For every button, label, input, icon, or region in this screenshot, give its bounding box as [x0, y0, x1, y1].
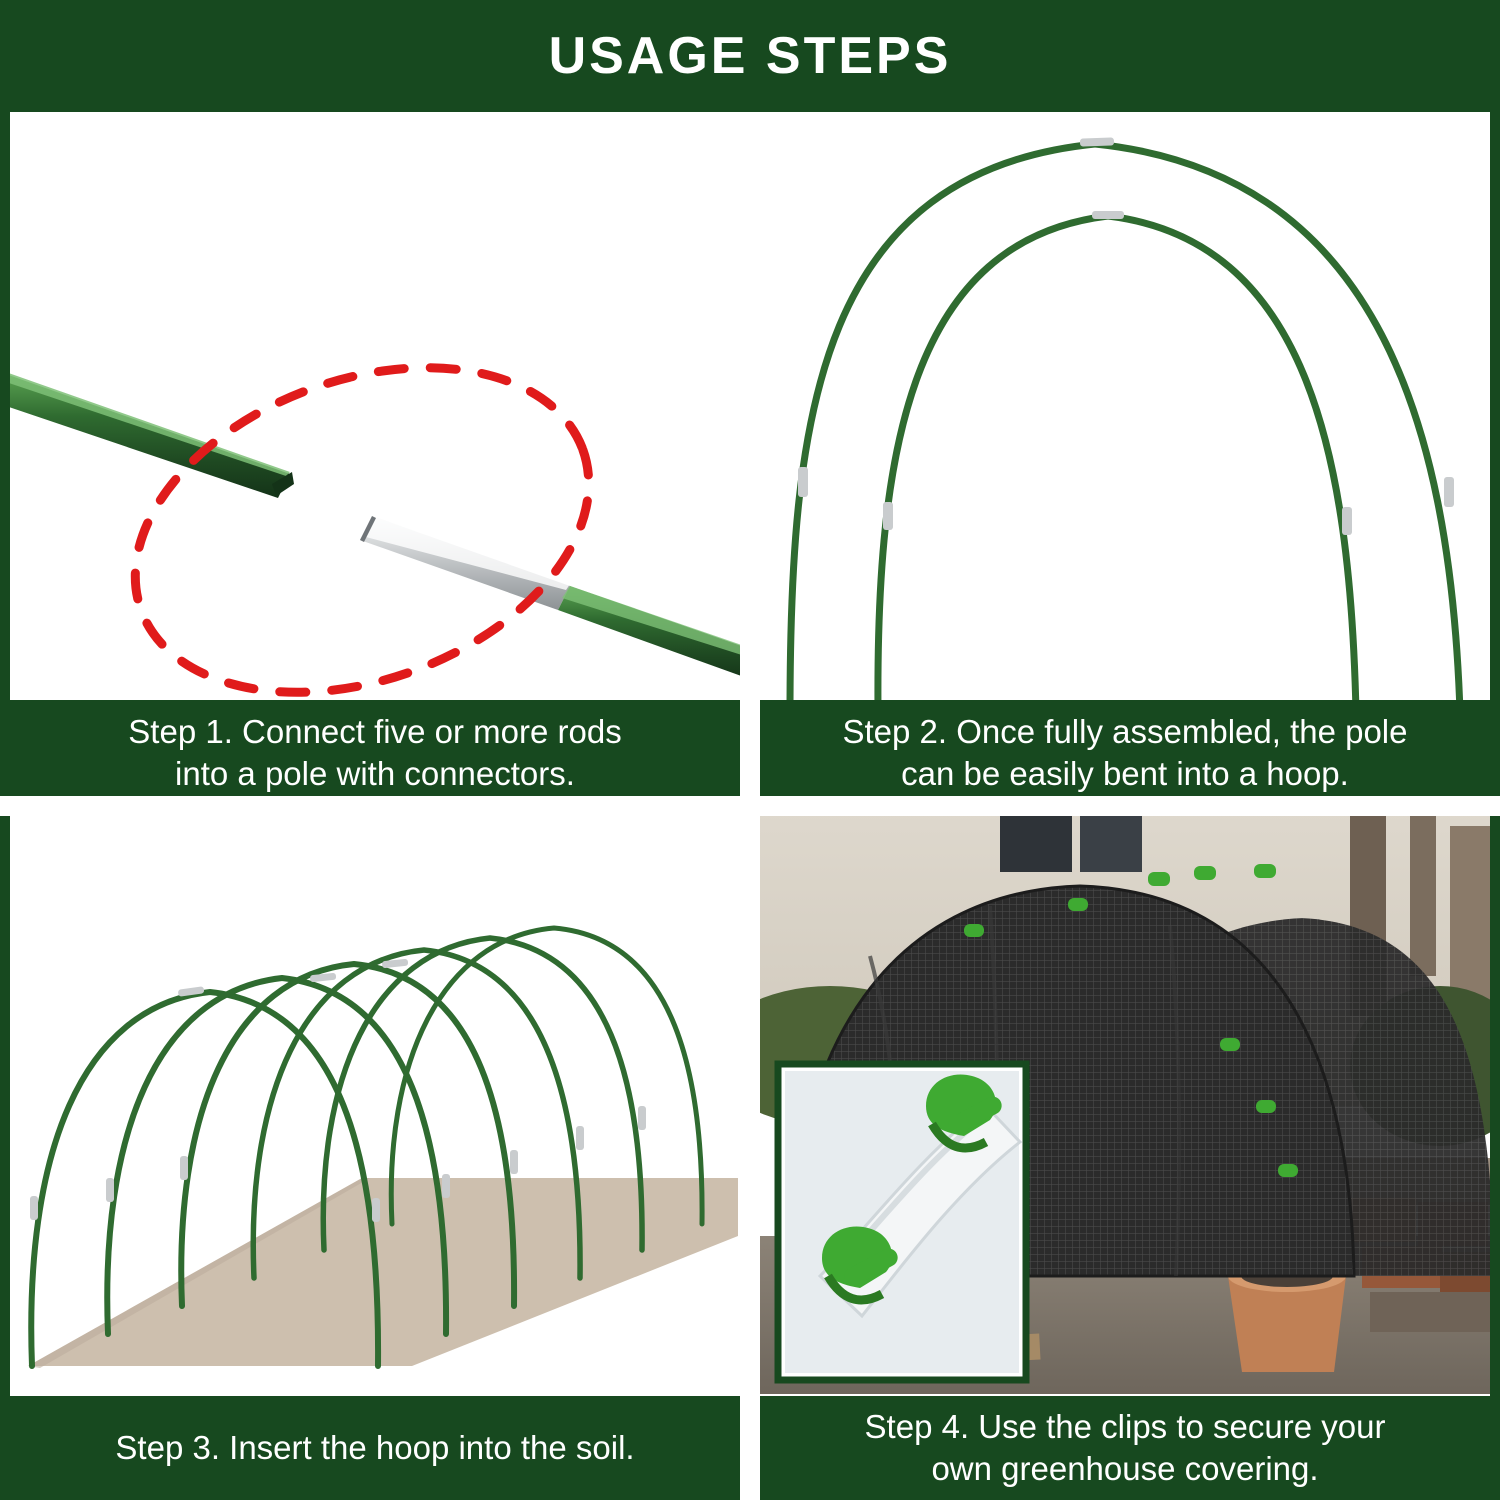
rod-connector-diagram	[10, 112, 750, 700]
step-4-illustration	[750, 806, 1490, 1394]
step-2-panel	[750, 112, 1500, 806]
bent-hoops-diagram	[750, 112, 1490, 700]
page-title: USAGE STEPS	[548, 27, 952, 85]
step-1-panel	[0, 112, 750, 806]
step-4-panel	[750, 806, 1500, 1500]
step-3-panel	[0, 806, 750, 1500]
step-2-illustration	[750, 112, 1490, 700]
hoop-tunnel-in-soil-diagram	[10, 806, 750, 1394]
hoop-inner	[878, 211, 1356, 700]
rod-right-with-connector	[360, 516, 750, 682]
rod-left	[10, 370, 294, 498]
highlight-dashed-ellipse	[90, 309, 634, 700]
step-2-caption	[750, 700, 1500, 806]
step-4-caption-line2: own greenhouse covering.	[931, 1450, 1319, 1487]
step-4-caption-line1: Step 4. Use the clips to secure your	[864, 1407, 1386, 1445]
step-3-caption-line1: Step 3. Insert the hoop into the soil.	[115, 1428, 635, 1466]
step-4-caption	[750, 1396, 1500, 1500]
clip-closeup-inset	[778, 1064, 1026, 1380]
header-bar	[0, 0, 1500, 112]
greenhouse-photo	[750, 806, 1490, 1394]
step-1-illustration	[10, 112, 750, 700]
step-2-caption-line2: can be easily bent into a hoop.	[901, 755, 1349, 792]
step-2-caption-line1: Step 2. Once fully assembled, the pole	[842, 712, 1408, 750]
step-3-illustration	[10, 806, 750, 1394]
step-1-caption-line1: Step 1. Connect five or more rods	[128, 712, 622, 750]
steps-grid	[0, 112, 1500, 1500]
soil-bed	[28, 1178, 738, 1368]
step-1-caption	[0, 700, 750, 806]
step-1-caption-line2: into a pole with connectors.	[175, 755, 575, 792]
step-3-caption	[0, 1396, 750, 1500]
